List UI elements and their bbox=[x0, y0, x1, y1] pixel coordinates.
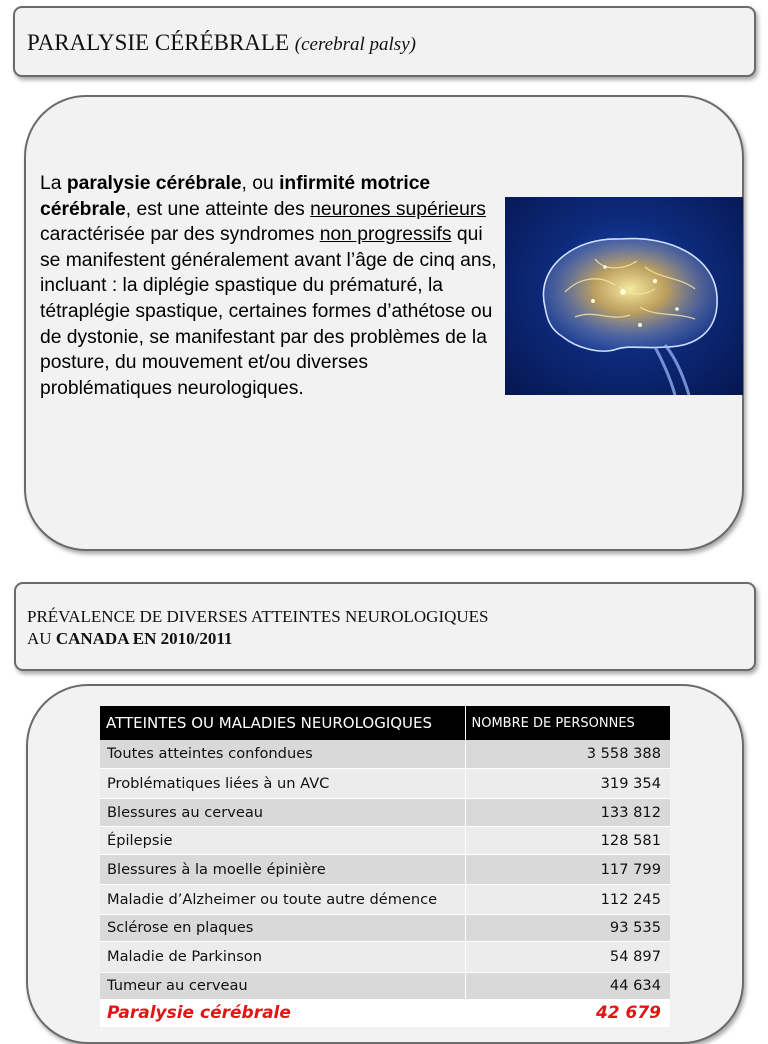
intro-term-paralysie: paralysie cérébrale bbox=[66, 173, 242, 194]
row-label: Maladie d’Alzheimer ou toute autre démence bbox=[100, 884, 465, 914]
table-row bbox=[100, 740, 670, 768]
intro-term-non-progressifs: non progressifs bbox=[319, 224, 452, 246]
row-value: 117 799 bbox=[465, 854, 670, 884]
row-value: 319 354 bbox=[465, 768, 670, 798]
table-header-row bbox=[100, 706, 670, 740]
prevalence-line-2-prefix: AU bbox=[27, 629, 56, 648]
table-row-highlight bbox=[100, 999, 670, 1026]
table-row bbox=[100, 884, 670, 914]
title-panel bbox=[13, 6, 756, 77]
table-row bbox=[100, 826, 670, 854]
intro-term-infirmite: infirmité motrice cérébrale bbox=[40, 173, 431, 220]
row-value: 42 679 bbox=[465, 999, 670, 1026]
table-row bbox=[100, 768, 670, 798]
intro-text-4: caractérisée par des syndromes bbox=[40, 224, 320, 246]
brain-svg bbox=[505, 197, 743, 395]
title-subtitle: (cerebral palsy) bbox=[294, 34, 416, 55]
row-label: Sclérose en plaques bbox=[100, 914, 465, 941]
row-label: Maladie de Parkinson bbox=[100, 941, 465, 972]
prevalence-line-2 bbox=[27, 628, 489, 650]
table-row bbox=[100, 854, 670, 884]
intro-paragraph bbox=[40, 171, 500, 401]
page-title bbox=[27, 30, 416, 56]
row-value: 93 535 bbox=[465, 914, 670, 941]
row-value: 3 558 388 bbox=[465, 740, 670, 768]
prevalence-heading bbox=[27, 606, 489, 650]
intro-text-2: , ou bbox=[241, 173, 280, 194]
prevalence-line-2-bold: CANADA EN 2010/2011 bbox=[55, 629, 233, 648]
prevalence-table bbox=[100, 706, 670, 1027]
prevalence-line-1: PRÉVALENCE DE DIVERSES ATTEINTES NEUROLOGIQUES bbox=[27, 607, 489, 626]
row-label: Blessures au cerveau bbox=[100, 798, 465, 826]
header-count: NOMBRE DE PERSONNES bbox=[465, 706, 670, 740]
table-row bbox=[100, 941, 670, 972]
row-value: 54 897 bbox=[465, 941, 670, 972]
row-value: 128 581 bbox=[465, 826, 670, 854]
row-label: Toutes atteintes confondues bbox=[100, 740, 465, 768]
title-main: PARALYSIE CÉRÉBRALE bbox=[27, 30, 290, 55]
header-condition: ATTEINTES OU MALADIES NEUROLOGIQUES bbox=[100, 706, 465, 740]
table-row bbox=[100, 914, 670, 941]
table-row bbox=[100, 798, 670, 826]
row-label: Paralysie cérébrale bbox=[100, 999, 465, 1026]
intro-text-5: qui se manifestent généralement avant l’âge de cinq ans, incluant : la diplégie spastique du prématuré, la tétraplégie spastique, certaines formes d’athétose ou de dystonie, se manifestant par des problèmes de la posture, du mouvement et/ou diverses problématiques neurologiques. bbox=[40, 224, 497, 399]
row-value: 44 634 bbox=[465, 972, 670, 999]
prevalence-heading-panel bbox=[14, 582, 756, 671]
intro-text-1: La bbox=[40, 173, 67, 194]
brain-illustration-icon bbox=[505, 197, 743, 395]
table-row bbox=[100, 972, 670, 999]
row-value: 133 812 bbox=[465, 798, 670, 826]
row-label: Blessures à la moelle épinière bbox=[100, 854, 465, 884]
intro-term-neurones: neurones supérieurs bbox=[310, 198, 486, 220]
row-label: Problématiques liées à un AVC bbox=[100, 768, 465, 798]
row-value: 112 245 bbox=[465, 884, 670, 914]
row-label: Épilepsie bbox=[100, 826, 465, 854]
intro-text-3: , est une atteinte des bbox=[125, 198, 311, 220]
row-label: Tumeur au cerveau bbox=[100, 972, 465, 999]
